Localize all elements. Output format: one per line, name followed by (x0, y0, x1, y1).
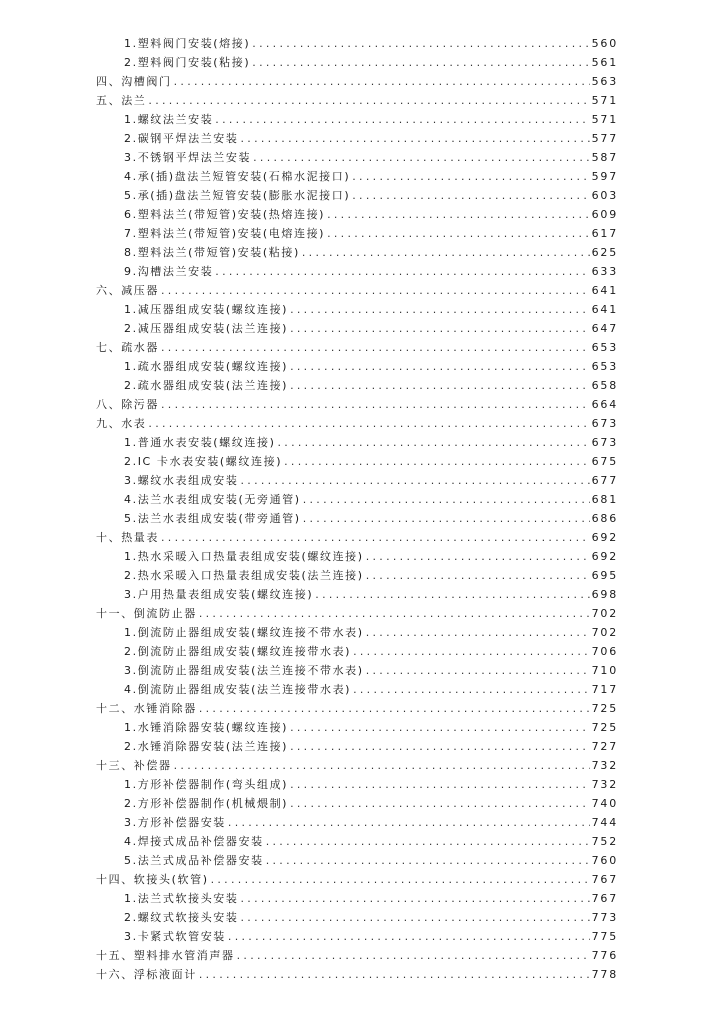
toc-subsection-entry (96, 642, 616, 661)
toc-entry-page-number: 692 (591, 531, 618, 544)
toc-entry-page-number: 673 (591, 436, 618, 449)
toc-subsection-entry (96, 167, 616, 186)
dot-leader (266, 851, 590, 870)
dot-leader (199, 965, 590, 984)
toc-entry-title: 1.热水采暖入口热量表组成安装(螺纹连接) (124, 550, 364, 563)
toc-entry-title: 1.减压器组成安装(螺纹连接) (124, 303, 289, 316)
toc-entry-title: 2.倒流防止器组成安装(螺纹连接带水表) (124, 645, 352, 658)
toc-entry-title: 3.户用热量表组成安装(螺纹连接) (124, 588, 314, 601)
toc-entry-title: 八、除污器 (96, 398, 159, 411)
toc-subsection-entry (96, 148, 616, 167)
dot-leader (290, 794, 590, 813)
dot-leader (290, 737, 590, 756)
toc-entry-title: 3.方形补偿器安装 (124, 816, 226, 829)
toc-entry-page-number: 658 (591, 379, 618, 392)
dot-leader (253, 148, 589, 167)
toc-entry-page-number: 767 (591, 873, 618, 886)
toc-subsection-entry (96, 262, 616, 281)
toc-entry-title: 十三、补偿器 (96, 759, 172, 772)
dot-leader (303, 509, 590, 528)
toc-section-entry (96, 604, 616, 623)
toc-entry-title: 1.塑料阀门安装(熔接) (124, 37, 251, 50)
toc-entry-page-number: 702 (591, 626, 618, 639)
dot-leader (252, 53, 589, 72)
dot-leader (290, 376, 590, 395)
toc-subsection-entry (96, 490, 616, 509)
dot-leader (266, 832, 590, 851)
toc-subsection-entry (96, 737, 616, 756)
toc-entry-title: 1.水锤消除器安装(螺纹连接) (124, 721, 289, 734)
toc-subsection-entry (96, 832, 616, 851)
toc-subsection-entry (96, 585, 616, 604)
toc-entry-page-number: 740 (591, 797, 618, 810)
dot-leader (290, 319, 590, 338)
dot-leader (290, 775, 590, 794)
dot-leader (174, 756, 590, 775)
table-of-contents (96, 34, 616, 984)
toc-entry-page-number: 563 (591, 75, 618, 88)
dot-leader (302, 243, 590, 262)
dot-leader (352, 186, 589, 205)
toc-subsection-entry (96, 300, 616, 319)
toc-entry-title: 十五、塑料排水管消声器 (96, 949, 235, 962)
toc-subsection-entry (96, 927, 616, 946)
toc-entry-title: 2.碳钢平焊法兰安装 (124, 132, 239, 145)
toc-entry-title: 3.倒流防止器组成安装(法兰连接不带水表) (124, 664, 364, 677)
toc-entry-title: 2.减压器组成安装(法兰连接) (124, 322, 289, 335)
toc-entry-page-number: 695 (591, 569, 618, 582)
toc-subsection-entry (96, 889, 616, 908)
toc-entry-page-number: 717 (591, 683, 618, 696)
toc-subsection-entry (96, 794, 616, 813)
dot-leader (241, 908, 590, 927)
toc-entry-title: 4.焊接式成品补偿器安装 (124, 835, 264, 848)
toc-entry-page-number: 641 (591, 303, 618, 316)
toc-entry-page-number: 625 (591, 246, 618, 259)
toc-entry-page-number: 732 (591, 778, 618, 791)
toc-entry-page-number: 702 (591, 607, 618, 620)
toc-entry-title: 九、水表 (96, 417, 147, 430)
toc-entry-page-number: 752 (591, 835, 618, 848)
toc-subsection-entry (96, 205, 616, 224)
dot-leader (215, 262, 589, 281)
dot-leader (366, 547, 590, 566)
dot-leader (353, 642, 590, 661)
toc-entry-page-number: 775 (591, 930, 618, 943)
toc-entry-title: 1.螺纹法兰安装 (124, 113, 214, 126)
toc-entry-title: 2.方形补偿器制作(机械煨制) (124, 797, 289, 810)
dot-leader (315, 585, 589, 604)
toc-subsection-entry (96, 661, 616, 680)
toc-entry-page-number: 597 (591, 170, 618, 183)
toc-entry-title: 3.卡紧式软管安装 (124, 930, 226, 943)
toc-entry-page-number: 710 (591, 664, 618, 677)
toc-entry-page-number: 641 (591, 284, 618, 297)
toc-entry-page-number: 778 (591, 968, 618, 981)
toc-subsection-entry (96, 851, 616, 870)
toc-section-entry (96, 338, 616, 357)
toc-section-entry (96, 870, 616, 889)
toc-entry-page-number: 706 (591, 645, 618, 658)
toc-entry-page-number: 767 (591, 892, 618, 905)
toc-subsection-entry (96, 775, 616, 794)
toc-entry-page-number: 571 (591, 113, 618, 126)
dot-leader (148, 414, 589, 433)
dot-leader (352, 167, 589, 186)
toc-entry-page-number: 560 (591, 37, 618, 50)
toc-entry-title: 3.螺纹水表组成安装 (124, 474, 239, 487)
toc-subsection-entry (96, 471, 616, 490)
dot-leader (211, 870, 590, 889)
toc-subsection-entry (96, 509, 616, 528)
dot-leader (148, 91, 589, 110)
toc-subsection-entry (96, 452, 616, 471)
toc-entry-page-number: 587 (591, 151, 618, 164)
toc-entry-title: 2.IC 卡水表安装(螺纹连接) (124, 455, 283, 468)
toc-subsection-entry (96, 908, 616, 927)
toc-entry-title: 5.法兰式成品补偿器安装 (124, 854, 264, 867)
dot-leader (241, 129, 590, 148)
dot-leader (161, 338, 590, 357)
toc-entry-title: 6.塑料法兰(带短管)安装(热熔连接) (124, 208, 326, 221)
toc-entry-title: 2.疏水器组成安装(法兰连接) (124, 379, 289, 392)
toc-entry-page-number: 760 (591, 854, 618, 867)
toc-entry-page-number: 673 (591, 417, 618, 430)
toc-entry-page-number: 633 (591, 265, 618, 278)
toc-section-entry (96, 528, 616, 547)
toc-subsection-entry (96, 319, 616, 338)
toc-entry-page-number: 725 (591, 702, 618, 715)
toc-section-entry (96, 756, 616, 775)
toc-subsection-entry (96, 53, 616, 72)
dot-leader (284, 452, 589, 471)
toc-subsection-entry (96, 110, 616, 129)
toc-subsection-entry (96, 376, 616, 395)
toc-entry-title: 3.不锈钢平焊法兰安装 (124, 151, 252, 164)
toc-subsection-entry (96, 680, 616, 699)
toc-entry-title: 9.沟槽法兰安装 (124, 265, 214, 278)
toc-entry-title: 十四、软接头(软管) (96, 873, 209, 886)
toc-entry-page-number: 653 (591, 360, 618, 373)
toc-entry-title: 4.承(插)盘法兰短管安装(石棉水泥接口) (124, 170, 351, 183)
toc-entry-title: 8.塑料法兰(带短管)安装(粘接) (124, 246, 300, 259)
dot-leader (161, 281, 590, 300)
toc-entry-title: 1.普通水表安装(螺纹连接) (124, 436, 276, 449)
toc-entry-title: 2.水锤消除器安装(法兰连接) (124, 740, 289, 753)
dot-leader (366, 661, 590, 680)
toc-subsection-entry (96, 623, 616, 642)
toc-subsection-entry (96, 357, 616, 376)
toc-entry-page-number: 675 (591, 455, 618, 468)
toc-subsection-entry (96, 34, 616, 53)
toc-section-entry (96, 965, 616, 984)
toc-entry-title: 十六、浮标液面计 (96, 968, 197, 981)
toc-section-entry (96, 699, 616, 718)
toc-entry-page-number: 677 (591, 474, 618, 487)
toc-entry-title: 六、减压器 (96, 284, 159, 297)
toc-entry-page-number: 773 (591, 911, 618, 924)
dot-leader (290, 357, 590, 376)
dot-leader (366, 623, 590, 642)
dot-leader (252, 34, 589, 53)
toc-entry-page-number: 609 (591, 208, 618, 221)
toc-entry-title: 2.热水采暖入口热量表组成安装(法兰连接) (124, 569, 364, 582)
dot-leader (366, 566, 590, 585)
dot-leader (277, 433, 589, 452)
dot-leader (174, 72, 590, 91)
toc-entry-title: 1.倒流防止器组成安装(螺纹连接不带水表) (124, 626, 364, 639)
toc-subsection-entry (96, 566, 616, 585)
dot-leader (228, 813, 590, 832)
toc-section-entry (96, 946, 616, 965)
toc-entry-title: 5.法兰水表组成安装(带旁通管) (124, 512, 301, 525)
toc-entry-title: 五、法兰 (96, 94, 147, 107)
dot-leader (327, 224, 590, 243)
dot-leader (327, 205, 590, 224)
toc-section-entry (96, 91, 616, 110)
dot-leader (161, 395, 590, 414)
dot-leader (290, 718, 590, 737)
dot-leader (237, 946, 590, 965)
toc-entry-page-number: 603 (591, 189, 618, 202)
toc-entry-page-number: 681 (591, 493, 618, 506)
toc-subsection-entry (96, 243, 616, 262)
toc-entry-title: 2.螺纹式软接头安装 (124, 911, 239, 924)
toc-entry-page-number: 732 (591, 759, 618, 772)
toc-entry-title: 1.方形补偿器制作(弯头组成) (124, 778, 289, 791)
toc-subsection-entry (96, 718, 616, 737)
toc-entry-title: 7.塑料法兰(带短管)安装(电熔连接) (124, 227, 326, 240)
toc-entry-page-number: 617 (591, 227, 618, 240)
toc-subsection-entry (96, 813, 616, 832)
toc-entry-page-number: 653 (591, 341, 618, 354)
toc-entry-page-number: 698 (591, 588, 618, 601)
toc-section-entry (96, 414, 616, 433)
toc-entry-page-number: 727 (591, 740, 618, 753)
toc-entry-page-number: 692 (591, 550, 618, 563)
toc-entry-title: 5.承(插)盘法兰短管安装(膨胀水泥接口) (124, 189, 351, 202)
toc-entry-title: 4.法兰水表组成安装(无旁通管) (124, 493, 301, 506)
toc-subsection-entry (96, 186, 616, 205)
toc-entry-title: 4.倒流防止器组成安装(法兰连接带水表) (124, 683, 352, 696)
dot-leader (199, 699, 590, 718)
dot-leader (215, 110, 589, 129)
toc-entry-title: 四、沟槽阀门 (96, 75, 172, 88)
toc-entry-title: 2.塑料阀门安装(粘接) (124, 56, 251, 69)
toc-entry-page-number: 686 (591, 512, 618, 525)
toc-entry-page-number: 776 (591, 949, 618, 962)
toc-entry-page-number: 664 (591, 398, 618, 411)
toc-subsection-entry (96, 547, 616, 566)
toc-subsection-entry (96, 224, 616, 243)
toc-entry-title: 十二、水锤消除器 (96, 702, 197, 715)
dot-leader (199, 604, 590, 623)
toc-entry-page-number: 571 (591, 94, 618, 107)
toc-entry-page-number: 577 (591, 132, 618, 145)
dot-leader (353, 680, 590, 699)
toc-entry-page-number: 744 (591, 816, 618, 829)
toc-subsection-entry (96, 433, 616, 452)
dot-leader (161, 528, 590, 547)
toc-entry-title: 十、热量表 (96, 531, 159, 544)
toc-entry-title: 十一、倒流防止器 (96, 607, 197, 620)
toc-section-entry (96, 72, 616, 91)
toc-section-entry (96, 281, 616, 300)
dot-leader (241, 471, 590, 490)
toc-section-entry (96, 395, 616, 414)
toc-entry-page-number: 561 (591, 56, 618, 69)
dot-leader (290, 300, 590, 319)
toc-entry-title: 1.法兰式软接头安装 (124, 892, 239, 905)
toc-entry-page-number: 725 (591, 721, 618, 734)
toc-entry-title: 1.疏水器组成安装(螺纹连接) (124, 360, 289, 373)
dot-leader (228, 927, 590, 946)
dot-leader (303, 490, 590, 509)
toc-subsection-entry (96, 129, 616, 148)
toc-entry-title: 七、疏水器 (96, 341, 159, 354)
toc-entry-page-number: 647 (591, 322, 618, 335)
dot-leader (241, 889, 590, 908)
